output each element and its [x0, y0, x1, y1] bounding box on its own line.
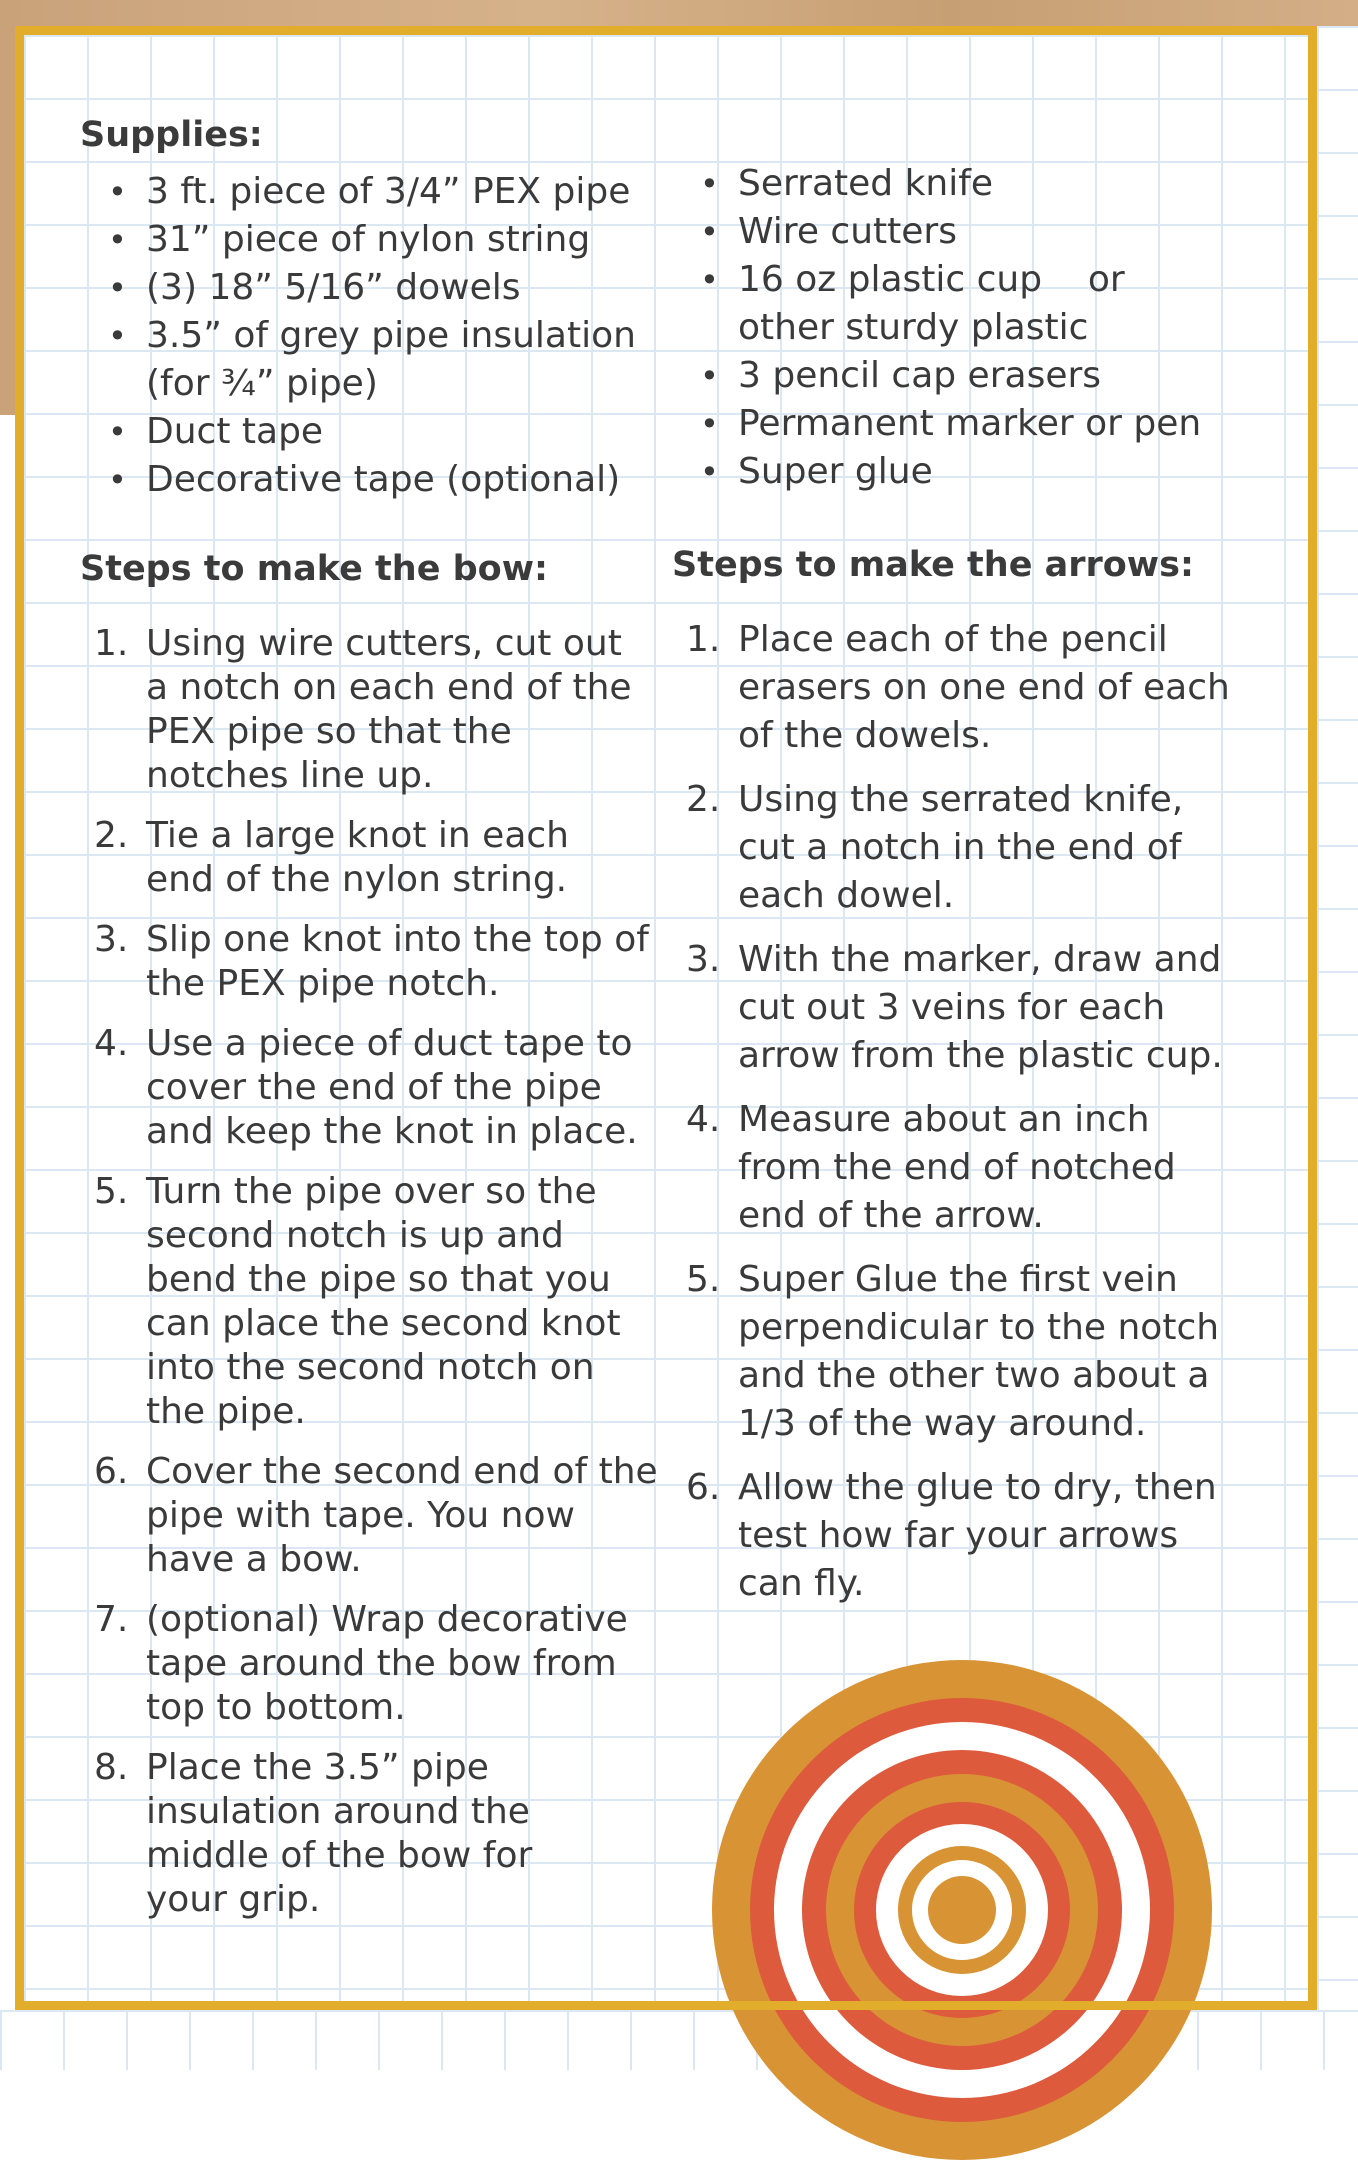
bullet-icon: • [700, 213, 719, 251]
bullet-icon: • [700, 453, 719, 491]
arrow-step: 1. Place each of the pencil erasers on one end of each of the dowels. [686, 619, 1230, 756]
frame-bottom-edge [15, 2001, 1317, 2010]
bow-steps-heading: Steps to make the bow: [80, 549, 549, 589]
arrow-steps-list [672, 616, 1232, 1608]
supply-item: • Duct tape [80, 408, 646, 456]
bullet-icon: • [700, 405, 719, 443]
supply-item: • Serrated knife [672, 160, 1278, 208]
supply-item: • 3 ft. piece of 3/4” PEX pipe [80, 168, 646, 216]
supply-item: • Super glue [672, 448, 1278, 496]
right-column [672, 160, 1232, 1624]
bow-step: 4. Use a piece of duct tape to cover the end of the pipe and keep the knot in place. [94, 1023, 638, 1152]
supplies-heading: Supplies: [80, 115, 263, 155]
target-illustration [712, 1660, 1212, 2160]
supply-item: • Decorative tape (optional) [80, 456, 646, 504]
grid-background-right [1317, 26, 1358, 2070]
supply-item: • 3 pencil cap erasers [672, 352, 1278, 400]
bow-step: 6. Cover the second end of the pipe with tape. You now have a bow. [94, 1451, 658, 1580]
bow-step: 2. Tie a large knot in each end of the nylon string. [94, 815, 569, 900]
bow-step: 7. (optional) Wrap decorative tape around the bow from top to bottom. [94, 1599, 628, 1728]
left-column [80, 110, 658, 1938]
supplies-list-right [672, 160, 1232, 496]
supply-item: • (3) 18” 5/16” dowels [80, 264, 646, 312]
bullet-icon: • [108, 461, 127, 499]
bullet-icon: • [108, 221, 127, 259]
bullet-icon: • [108, 173, 127, 211]
supply-item: • 3.5” of grey pipe insulation (for ¾” pipe) [80, 312, 646, 408]
supplies-list-left [80, 168, 650, 504]
bow-steps-list [80, 622, 658, 1922]
arrow-step: 2. Using the serrated knife, cut a notch in the end of each dowel. [686, 779, 1184, 916]
arrow-steps-heading: Steps to make the arrows: [672, 545, 1194, 585]
supply-item: • 31” piece of nylon string [80, 216, 646, 264]
supply-item: • Permanent marker or pen [672, 400, 1278, 448]
bullet-icon: • [108, 317, 127, 355]
arrow-step: 6. Allow the glue to dry, then test how far your arrows can fly. [686, 1467, 1217, 1604]
supply-item: • Wire cutters [672, 208, 1278, 256]
bow-step: 1. Using wire cutters, cut out a notch on each end of the PEX pipe so that the notches line up. [94, 623, 632, 796]
target-bullseye [928, 1876, 996, 1944]
arrow-step: 3. With the marker, draw and cut out 3 veins for each arrow from the plastic cup. [686, 939, 1223, 1076]
bow-step: 8. Place the 3.5” pipe insulation around the middle of the bow for your grip. [94, 1747, 533, 1920]
bullet-icon: • [700, 261, 719, 299]
arrow-step: 5. Super Glue the first vein perpendicular to the notch and the other two about a 1/3 of the way around. [686, 1259, 1220, 1444]
bow-step: 5. Turn the pipe over so the second notch is up and bend the pipe so that you can place the second knot into the second notch on the pipe. [94, 1171, 621, 1432]
bullet-icon: • [700, 165, 719, 203]
bullet-icon: • [700, 357, 719, 395]
bullet-icon: • [108, 413, 127, 451]
bow-step: 3. Slip one knot into the top of the PEX pipe notch. [94, 919, 649, 1004]
arrow-step: 4. Measure about an inch from the end of notched end of the arrow. [686, 1099, 1176, 1236]
supply-item: • 16 oz plastic cup or other sturdy plastic [672, 256, 1148, 352]
bullet-icon: • [108, 269, 127, 307]
